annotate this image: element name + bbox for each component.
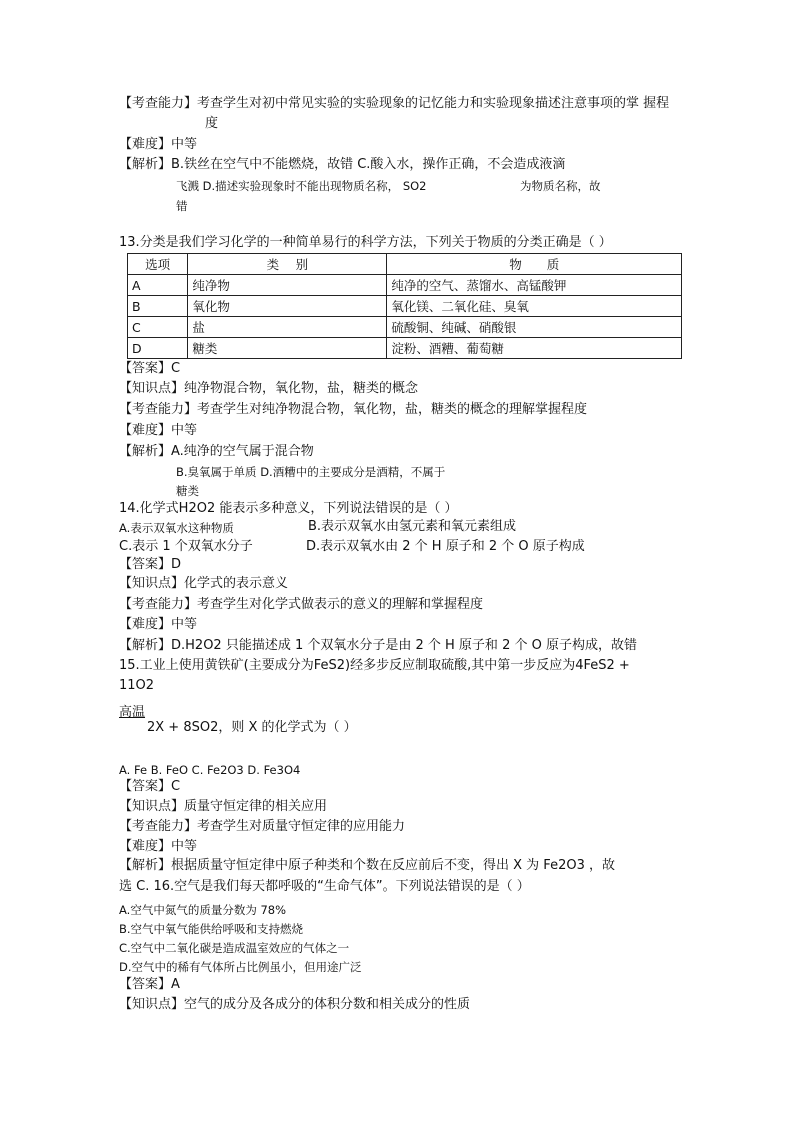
q13-analysis-2: B.臭氧属于单质 D.酒糟中的主要成分是酒精，不属于 xyxy=(176,465,446,479)
table-header: 选项 xyxy=(128,254,188,275)
ability-label: 【考查能力】 xyxy=(119,96,198,111)
q16-option-b: B.空气中氧气能供给呼吸和支持燃烧 xyxy=(119,922,304,936)
q14-analysis: 【解析】D.H2O2 只能描述成 1 个双氧水分子是由 2 个 H 原子和 2 个 O 原子构成，故错 xyxy=(119,638,637,653)
q15-stem-3: 2X + 8SO2，则 X 的化学式为（ ） xyxy=(147,720,357,735)
q16-option-a: A.空气中氮气的质量分数为 78% xyxy=(119,903,287,917)
q13-knowledge: 【知识点】纯净物混合物，氧化物，盐，糖类的概念 xyxy=(119,381,419,396)
q16-option-d: D.空气中的稀有气体所占比例虽小，但用途广泛 xyxy=(119,960,362,974)
table-cell: 硫酸铜、纯碱、硝酸银 xyxy=(387,317,682,338)
prev-analysis-line-3: 错 xyxy=(176,199,188,213)
table-row xyxy=(128,338,682,359)
q13-answer: 【答案】C xyxy=(119,361,181,376)
q14-option-a: A.表示双氧水这种物质 xyxy=(119,521,234,535)
analysis-text: B.铁丝在空气中不能燃烧，故错 C.酸入水，操作正确，不会造成液滴 xyxy=(171,157,566,172)
classification-table xyxy=(127,253,682,359)
q13-difficulty: 【难度】中等 xyxy=(119,423,198,438)
q15-stem-2: 11O2 xyxy=(119,678,155,693)
table-cell: 糖类 xyxy=(188,338,387,359)
q15-stem-1: 15.工业上使用黄铁矿(主要成分为FeS2)经多步反应制取硫酸,其中第一步反应为4FeS2 + xyxy=(119,658,630,673)
prev-ability-line xyxy=(119,95,669,113)
prev-analysis-line-2a: 飞溅 D.描述实验现象时不能出现物质名称， SO2 xyxy=(176,179,427,193)
q14-knowledge: 【知识点】化学式的表示意义 xyxy=(119,576,289,591)
prev-analysis-line-1 xyxy=(119,156,565,174)
q14-stem: 14.化学式H2O2 能表示多种意义，下列说法错误的是（ ） xyxy=(119,501,458,516)
table-row xyxy=(128,275,682,296)
table-cell: 纯净物 xyxy=(188,275,387,296)
q16-option-c: C.空气中二氧化碳是造成温室效应的气体之一 xyxy=(119,941,350,955)
table-row xyxy=(128,317,682,338)
prev-ability-cont: 度 xyxy=(205,116,219,131)
q14-option-d: D.表示双氧水由 2 个 H 原子和 2 个 O 原子构成 xyxy=(306,539,585,554)
table-cell: B xyxy=(128,296,188,317)
q15-analysis-end: 选 C. 16.空气是我们每天都呼吸的“生命气体”。下列说法错误的是（ ） xyxy=(119,879,530,894)
q13-analysis-3: 糖类 xyxy=(176,484,199,498)
q14-difficulty: 【难度】中等 xyxy=(119,617,198,632)
table-header-row xyxy=(128,254,682,275)
q14-option-c: C.表示 1 个双氧水分子 xyxy=(119,539,253,554)
q15-ability: 【考查能力】考查学生对质量守恒定律的应用能力 xyxy=(119,819,406,834)
q15-answer: 【答案】C xyxy=(119,779,181,794)
q14-option-b: B.表示双氧水由氢元素和氧元素组成 xyxy=(308,519,517,534)
prev-analysis-line-2b: 为物质名称，故 xyxy=(520,179,601,193)
q15-analysis: 【解析】根据质量守恒定律中原子种类和个数在反应前后不变，得出 X 为 Fe2O3 ，故 xyxy=(119,858,615,873)
q13-stem: 13.分类是我们学习化学的一种简单易行的科学方法，下列关于物质的分类正确是（ ） xyxy=(119,235,612,250)
q14-ability: 【考查能力】考查学生对化学式做表示的意义的理解和掌握程度 xyxy=(119,597,484,612)
table-cell: A xyxy=(128,275,188,296)
prev-difficulty: 【难度】中等 xyxy=(119,137,198,152)
table-row xyxy=(128,296,682,317)
table-cell: 氧化物 xyxy=(188,296,387,317)
q15-difficulty: 【难度】中等 xyxy=(119,839,198,854)
ability-text: 考查学生对初中常见实验的实验现象的记忆能力和实验现象描述注意事项的掌 握程 xyxy=(197,96,670,111)
table-cell: D xyxy=(128,338,188,359)
q13-analysis-1: 【解析】A.纯净的空气属于混合物 xyxy=(119,444,314,459)
table-header: 物 质 xyxy=(387,254,682,275)
table-cell: C xyxy=(128,317,188,338)
q16-answer: 【答案】A xyxy=(119,977,180,992)
reaction-condition: 高温 xyxy=(119,705,146,720)
q15-knowledge: 【知识点】质量守恒定律的相关应用 xyxy=(119,799,328,814)
q16-knowledge: 【知识点】空气的成分及各成分的体积分数和相关成分的性质 xyxy=(119,997,471,1012)
q14-answer: 【答案】D xyxy=(119,557,182,572)
table-header: 类 别 xyxy=(188,254,387,275)
table-cell: 氧化镁、二氧化硅、臭氧 xyxy=(387,296,682,317)
q13-ability: 【考查能力】考查学生对纯净物混合物，氧化物，盐，糖类的概念的理解掌握程度 xyxy=(119,402,588,417)
q15-options: A. Fe B. FeO C. Fe2O3 D. Fe3O4 xyxy=(119,763,301,777)
analysis-label: 【解析】 xyxy=(119,157,172,172)
table-cell: 盐 xyxy=(188,317,387,338)
table-cell: 淀粉、酒糟、葡萄糖 xyxy=(387,338,682,359)
table-cell: 纯净的空气、蒸馏水、高锰酸钾 xyxy=(387,275,682,296)
